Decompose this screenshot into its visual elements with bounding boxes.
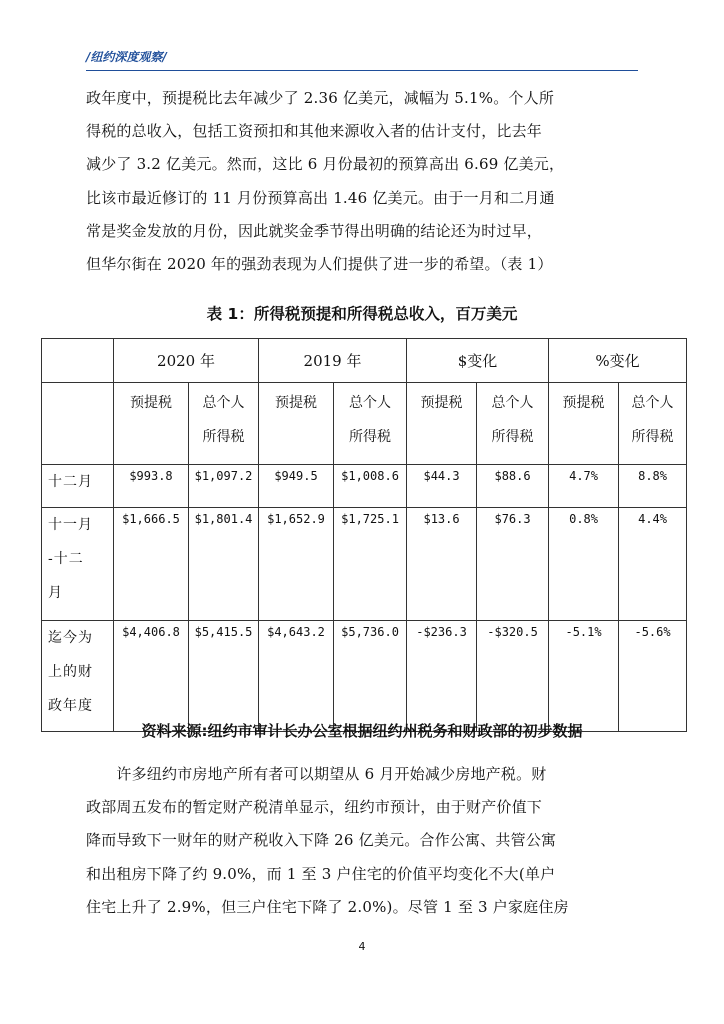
sub-header-text: 所得税: [491, 429, 534, 445]
income-tax-table: [41, 338, 687, 732]
group-header-dollar-change: $变化: [407, 339, 549, 383]
table-cell: 4.7%: [549, 465, 619, 508]
table-row-fiscal-ytd: [42, 621, 687, 732]
sub-header-text: 预提税: [420, 395, 463, 411]
table-row-december: [42, 465, 687, 508]
table-cell: $1,801.4: [189, 508, 259, 621]
header-rule: [86, 70, 638, 71]
sub-header-total: [477, 383, 549, 465]
group-header-2020: 2020 年: [114, 339, 259, 383]
table-title: 表 1：所得税预提和所得税总收入，百万美元: [206, 305, 518, 323]
sub-header-text: 预提税: [275, 395, 318, 411]
sub-header-text: 所得税: [631, 429, 674, 445]
sub-header-text: 总个人: [349, 395, 392, 411]
table-cell: -5.6%: [619, 621, 687, 732]
sub-header-text: 总个人: [202, 395, 245, 411]
table-cell: $76.3: [477, 508, 549, 621]
sub-header-total: [619, 383, 687, 465]
table-source-note: 资料来源:纽约市审计长办公室根据纽约州税务和财政部的初步数据: [141, 722, 583, 740]
paragraph-1-line: 但华尔街在 2020 年的强劲表现为人们提供了进一步的希望。（表 1）: [86, 255, 553, 274]
row-label-line: -十二: [48, 551, 84, 567]
table-cell: -$320.5: [477, 621, 549, 732]
group-header-2019: 2019 年: [259, 339, 407, 383]
sub-header-text: 所得税: [202, 429, 245, 445]
table-cell: $4,643.2: [259, 621, 334, 732]
sub-header-withholding: [114, 383, 189, 465]
table-cell: $993.8: [114, 465, 189, 508]
row-label-line: 月: [48, 585, 63, 601]
table-cell: $4,406.8: [114, 621, 189, 732]
paragraph-1-line: 常是奖金发放的月份，因此就奖金季节得出明确的结论还为时过早，: [86, 221, 543, 240]
sub-header-text: 预提税: [562, 395, 605, 411]
paragraph-2: [86, 758, 638, 924]
table-cell: 0.8%: [549, 508, 619, 621]
table-cell: $5,736.0: [334, 621, 407, 732]
row-label: [42, 621, 114, 732]
table-cell: 4.4%: [619, 508, 687, 621]
row-label: [42, 508, 114, 621]
table-cell: 8.8%: [619, 465, 687, 508]
paragraph-1-line: 减少了 3.2 亿美元。然而，这比 6 月份最初的预算高出 6.69 亿美元，: [86, 155, 565, 174]
paragraph-2-line: 和出租房下降了约 9.0%，而 1 至 3 户住宅的价值平均变化不大(单户: [86, 864, 556, 883]
row-label-line: 十一月: [48, 517, 93, 533]
paragraph-1-line: 政年度中，预提税比去年减少了 2.36 亿美元，减幅为 5.1%。个人所: [86, 89, 555, 107]
table-cell: $13.6: [407, 508, 477, 621]
sub-header-text: 所得税: [349, 429, 392, 445]
sub-header-text: 预提税: [130, 395, 172, 411]
sub-header-withholding: [549, 383, 619, 465]
row-label-line: 政年度: [48, 698, 93, 714]
table-cell: $44.3: [407, 465, 477, 508]
table-cell: $88.6: [477, 465, 549, 508]
table-cell: $1,652.9: [259, 508, 334, 621]
table-cell: $5,415.5: [189, 621, 259, 732]
empty-sub-cell: [42, 383, 114, 465]
sub-header-withholding: [259, 383, 334, 465]
sub-header-text: 总个人: [631, 395, 674, 411]
sub-header-text: 总个人: [491, 395, 534, 411]
row-label: [42, 465, 114, 508]
table-cell: $1,666.5: [114, 508, 189, 621]
paragraph-2-line: 降而导致下一财年的财产税收入下降 26 亿美元。合作公寓、共管公寓: [86, 831, 557, 850]
sub-header-row: [42, 383, 687, 465]
page-number: 4: [358, 940, 366, 953]
row-label-line: 迄今为: [48, 630, 93, 646]
paragraph-1-line: 比该市最近修订的 11 月份预算高出 1.46 亿美元。由于一月和二月通: [86, 188, 555, 207]
sub-header-withholding: [407, 383, 477, 465]
group-header-row: [42, 339, 687, 383]
table-row-nov-dec: [42, 508, 687, 621]
table-cell: -5.1%: [549, 621, 619, 732]
paragraph-1: [86, 82, 638, 281]
sub-header-total: [334, 383, 407, 465]
table-cell: -$236.3: [407, 621, 477, 732]
row-label-line: 上的财: [48, 664, 93, 680]
sub-header-total: [189, 383, 259, 465]
header-title: /纽约深度观察/: [86, 50, 167, 64]
group-header-percent-change: %变化: [549, 339, 687, 383]
table-cell: $1,725.1: [334, 508, 407, 621]
table-cell: $1,097.2: [189, 465, 259, 508]
row-label-line: 十二月: [48, 474, 93, 490]
paragraph-1-line: 得税的总收入，包括工资预扣和其他来源收入者的估计支付，比去年: [86, 122, 543, 141]
paragraph-2-line: 政部周五发布的暂定财产税清单显示，纽约市预计，由于财产价值下: [86, 798, 543, 817]
table-cell: $949.5: [259, 465, 334, 508]
table-cell: $1,008.6: [334, 465, 407, 508]
paragraph-2-line: 许多纽约市房地产所有者可以期望从 6 月开始减少房地产税。财: [86, 765, 547, 783]
paragraph-2-line: 住宅上升了 2.9%，但三户住宅下降了 2.0%)。尽管 1 至 3 户家庭住房: [86, 897, 569, 916]
corner-cell: [42, 339, 114, 383]
